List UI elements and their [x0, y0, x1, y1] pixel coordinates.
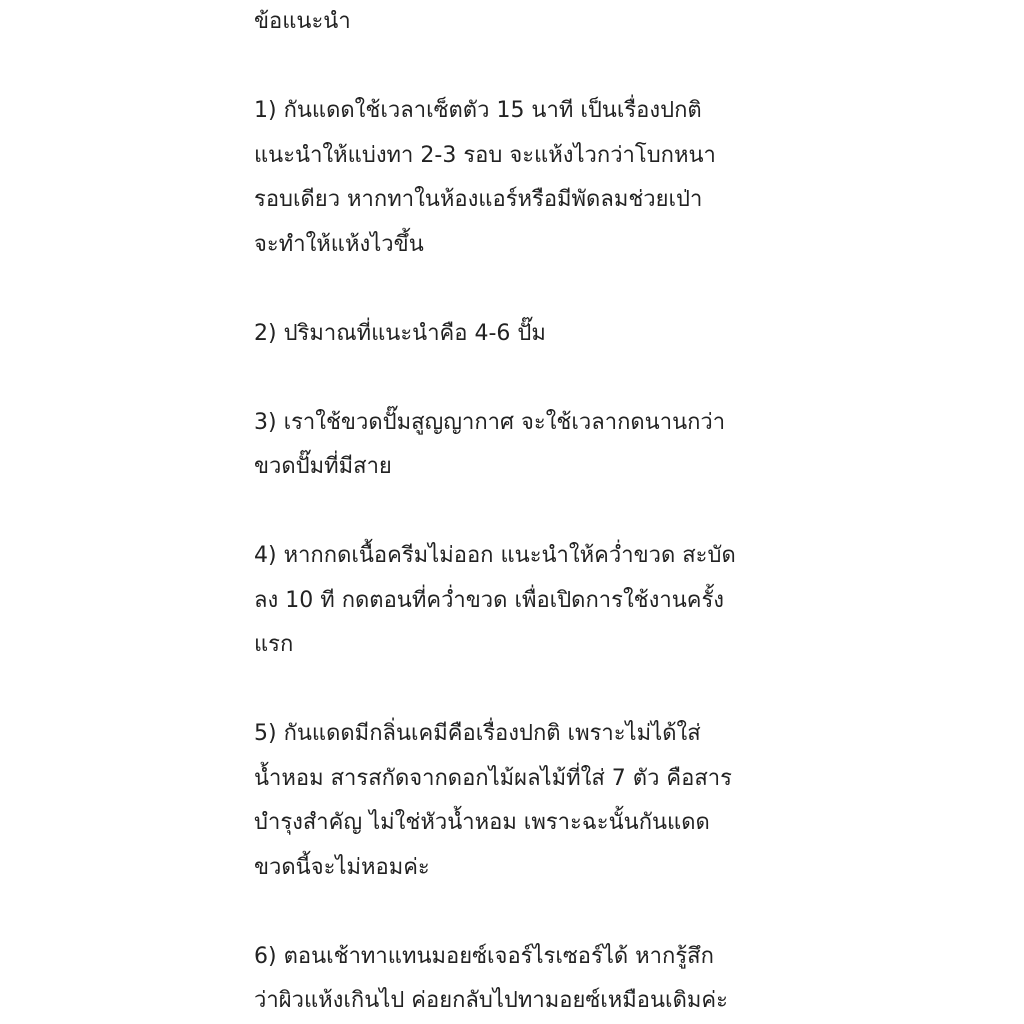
document-title: ข้อแนะนำ: [254, 9, 351, 34]
advice-line: น้ำหอม สารสกัดจากดอกไม้ผลไม้ที่ใส่ 7 ตัว คือสาร: [254, 765, 732, 791]
advice-line: 4) หากกดเนื้อครีมไม่ออก แนะนำให้คว่ำขวด สะบัด: [254, 543, 736, 568]
advice-line: ขวดปั๊มที่มีสาย: [254, 454, 392, 479]
spacer: [254, 890, 814, 935]
advice-item-2: [254, 312, 814, 357]
advice-item-3: [254, 401, 814, 490]
advice-line: 5) กันแดดมีกลิ่นเคมีคือเรื่องปกติ เพราะไม่ได้ใส่: [254, 721, 701, 746]
advice-line: ขวดนี้จะไม่หอมค่ะ: [254, 854, 430, 880]
advice-line: รอบเดียว หากทาในห้องแอร์หรือมีพัดลมช่วยเป่า: [254, 187, 703, 212]
spacer: [254, 490, 814, 535]
advice-line: 1) กันแดดใช้เวลาเซ็ตตัว 15 นาที เป็นเรื่องปกติ: [254, 98, 702, 123]
advice-line: แนะนำให้แบ่งทา 2-3 รอบ จะแห้งไวกว่าโบกหนา: [254, 142, 716, 168]
advice-item-1: [254, 89, 814, 267]
spacer: [254, 356, 814, 401]
spacer: [254, 267, 814, 312]
advice-line: 2) ปริมาณที่แนะนำคือ 4-6 ปั๊ม: [254, 320, 546, 346]
spacer: [254, 45, 814, 90]
advice-line: ลง 10 ที กดตอนที่คว่ำขวด เพื่อเปิดการใช้งานครั้ง: [254, 587, 725, 613]
advice-line: แรก: [254, 632, 294, 657]
advice-item-6: [254, 935, 814, 1024]
advice-line: 6) ตอนเช้าทาแทนมอยซ์เจอร์ไรเซอร์ได้ หากรู้สึก: [254, 943, 714, 969]
advice-item-5: [254, 712, 814, 890]
document-body: [254, 0, 814, 1024]
advice-line: จะทำให้แห้งไวขึ้น: [254, 231, 424, 257]
advice-line: บำรุงสำคัญ ไม่ใช่หัวน้ำหอม เพราะฉะนั้นกันแดด: [254, 810, 710, 835]
advice-line: ว่าผิวแห้งเกินไป ค่อยกลับไปทามอยซ์เหมือนเดิมค่ะ: [254, 988, 728, 1013]
advice-item-4: [254, 534, 814, 668]
spacer: [254, 668, 814, 713]
advice-line: 3) เราใช้ขวดปั๊มสูญญากาศ จะใช้เวลากดนานกว่า: [254, 409, 726, 435]
